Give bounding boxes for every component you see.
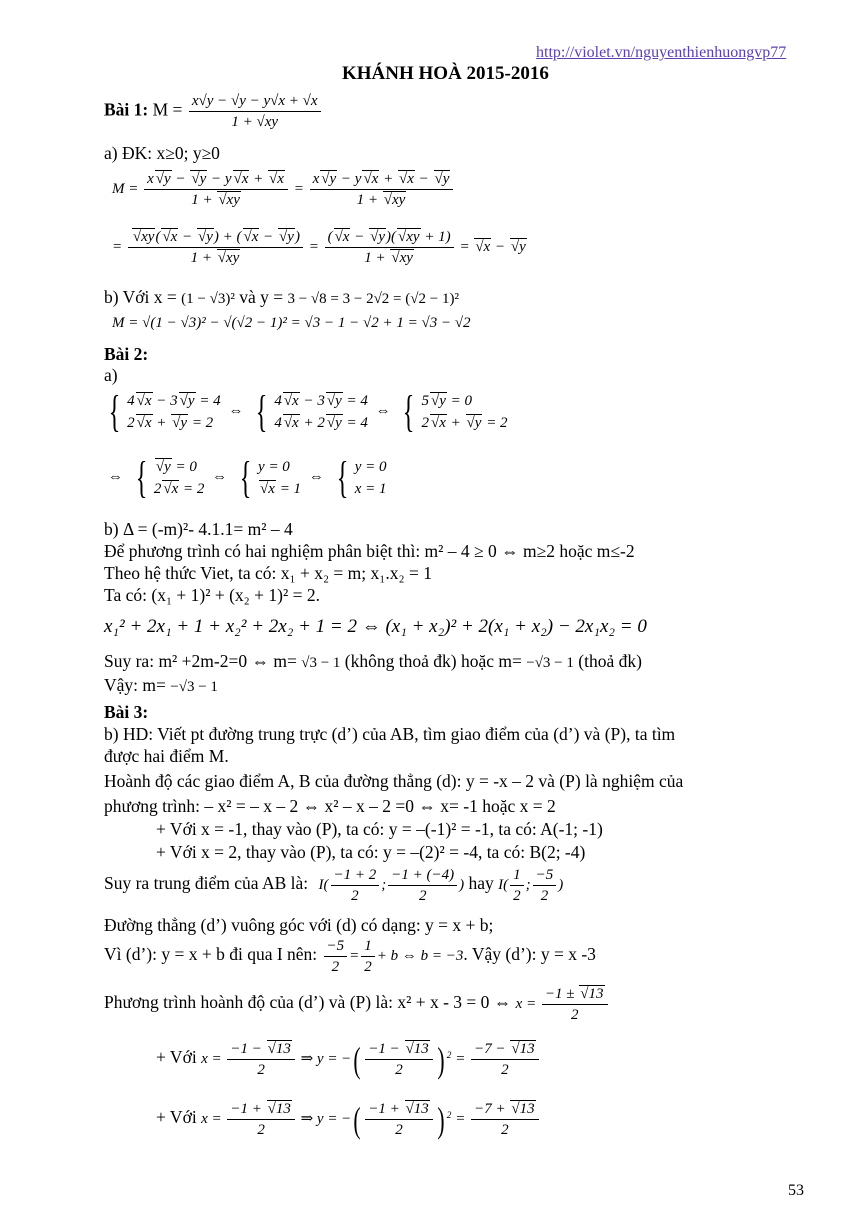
bai3-label: Bài 3:: [104, 702, 149, 722]
bai3-line-3: Hoành độ các giao điểm A, B của đường thẳng (d): y = -x – 2 và (P) là nghiệm của: [104, 771, 684, 791]
bai2-condition-line: Để phương trình có hai nghiệm phân biệt thì: m² – 4 ≥ 0 ⇔ m≥2 hoặc m≤-2: [104, 541, 635, 561]
bai1-x-value: (1 − √3)²: [181, 291, 235, 307]
bai3-line-10: Phương trình hoành độ của (d’) và (P) là: x² + x - 3 = 0 ⇔ x = $\frac{-1 \pm √ 13}{2}$: [104, 985, 610, 1024]
bai2-given-line: Ta có: (x₁ + 1)² + (x₂ + 1)² = 2.: [104, 585, 320, 605]
page-number: 53: [788, 1182, 804, 1199]
bai3-case-x-2: + Với x = 2, thay vào (P), ta có: y = –(2)² = -4, ta có: B(2; -4): [156, 842, 586, 862]
bai3-line-8: Đường thẳng (d’) vuông góc với (d) có dạng: y = x + b;: [104, 915, 494, 935]
source-url-link[interactable]: http://violet.vn/nguyenthienhuongvp77: [536, 44, 787, 61]
bai1-heading: Bài 1: M = $\frac{x√y - √y - y√x + √x}{1 + √xy}$: [104, 92, 323, 131]
bai2-label: Bài 2:: [104, 344, 149, 364]
bai2-viet-line: Theo hệ thức Viet, ta có: x₁ + x₂ = m; x₁.x₂ = 1: [104, 563, 432, 583]
bai3-case-root-1: + Với x = $\frac{-1 - √ 13}{2}$ ⇒ y = −( $\frac{-1 - √ 13}{2}$ ) $^2$ = $\frac{-7 - √ 13}{2}$: [156, 1040, 541, 1079]
bai1-m-numerator: x√y − √y − y√x + √x: [189, 92, 321, 112]
bai1-y-value: 3 − √8 = 3 − 2√2 = (√2 − 1)²: [287, 291, 459, 307]
bai2-conclusion: Vậy: m= −√3 − 1: [104, 675, 218, 695]
page-title: KHÁNH HOÀ 2015-2016: [342, 63, 549, 84]
bai2-solution-line: Suy ra: m² +2m-2=0 ⇔ m= √3 − 1 (không thoả đk) hoặc m= −√3 − 1 (thoả đk): [104, 651, 642, 671]
bai2-final-root: −√3 − 1: [170, 679, 218, 695]
bai3-hint-line-1: b) HD: Viết pt đường trung trực (d’) của AB, tìm giao điểm của (d’) và (P), ta tìm: [104, 724, 676, 744]
bai3-case-x-minus1: + Với x = -1, thay vào (P), ta có: y = –(-1)² = -1, ta có: A(-1; -1): [156, 819, 603, 839]
bai3-midpoint-line: Suy ra trung điểm của AB là: I( $\frac{-1 + 2}{2}$ ; $\frac{-1 + (-4)}{2}$ ) hay I( $\frac{1}{2}$ ; $\frac{-5}{2}$ ): [104, 867, 564, 904]
bai1-m-denominator: 1 + √xy: [231, 114, 279, 130]
bai1-result: M = √(1 − √3)² − √(√2 − 1)² = √3 − 1 − √2 + 1 = √3 − √2: [112, 315, 471, 331]
bai3-case-root-2: + Với x = $\frac{-1 + √ 13}{2}$ ⇒ y = −( $\frac{-1 + √ 13}{2}$ ) $^2$ = $\frac{-7 + √ 13}{2}$: [156, 1100, 541, 1139]
bai2-part-a: a): [104, 365, 118, 385]
bai3-line-4: phương trình: – x² = – x – 2 ⇔ x² – x – 2 =0 ⇔ x= -1 hoặc x = 2: [104, 796, 556, 816]
bai1-m-expression: [189, 92, 321, 131]
bai3-hint-line-2: được hai điểm M.: [104, 746, 229, 766]
bai1-part-b: b) Với x = (1 − √3)² và y = 3 − √8 = 3 − 2√2 = (√2 − 1)²: [104, 287, 459, 307]
bai2-delta: b) Δ = (-m)²- 4.1.1= m² – 4: [104, 519, 293, 539]
bai2-system-row-2: ⇔ { √ y = 0 2√ x = 2 ⇔ { y = 0 √ x = 1 ⇔ { y = 0 x = 1: [108, 456, 386, 500]
bai1-label: Bài 1:: [104, 99, 149, 120]
bai2-main-equation: x₁² + 2x₁ + 1 + x₂² + 2x₂ + 1 = 2 ⇔ (x₁ + x₂)² + 2(x₁ + x₂) − 2x₁x₂ = 0: [104, 616, 647, 637]
bai1-derivation-2: = √ $\frac{xy(√ x - √ y) + (√ x - √ y)}{1 + √ xy}$ = $\frac{(√ x - √ y)(√ xy + 1)}{1 + √ xy}$ = √ x − √ y: [112, 228, 527, 267]
bai3-line-9: Vì (d’): y = x + b đi qua I nên: $\frac{-5}{2}$ = $\frac{1}{2}$ + b ⇔ b = −3. Vậy (d’): y = x -3: [104, 938, 596, 975]
bai1-derivation-1: M = $\frac{x√ y - √ y - y√ x + √ x}{1 + √ xy}$ = $\frac{x√ y - y√ x + √ x - √ y}{1 + √ xy}$: [112, 170, 455, 209]
bai2-root-negative: −√3 − 1: [526, 655, 574, 671]
bai1-condition: a) ĐK: x≥0; y≥0: [104, 143, 220, 163]
bai2-system-row-1: { 4√ x − 3√ y = 4 2√ x + √ y = 2 ⇔ { 4√ x − 3√ y = 4 4√ x + 2√ y = 4 ⇔ { 5√ y = 0 2√ x + √ y = 2: [104, 390, 508, 434]
bai2-root-positive: √3 − 1: [301, 655, 341, 671]
